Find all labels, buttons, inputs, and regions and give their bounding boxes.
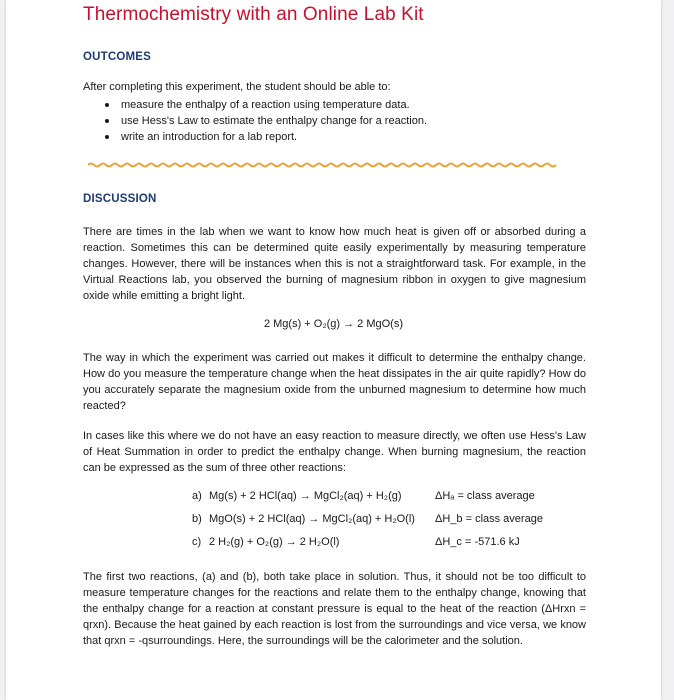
paragraph-3: In cases like this where we do not have an easy reaction to measure directly, we often use Hess's Law of Heat Summation in order to predict the enthalpy change. When burning magnesium, the reaction can be expressed as the sum of three other reactions: — [83, 430, 586, 474]
list-item: measure the enthalpy of a reaction using temperature data. — [103, 97, 427, 113]
reaction-equation: 2 H₂(g) + O₂(g) → 2 H₂O(l) — [209, 536, 340, 548]
reaction-row-a — [192, 490, 552, 513]
list-item: write an introduction for a lab report. — [103, 129, 427, 145]
reaction-enthalpy: ΔH_b = class average — [435, 513, 543, 525]
reaction-row-c — [192, 536, 552, 559]
reaction-enthalpy: ΔH_c = -571.6 kJ — [435, 536, 520, 548]
wavy-divider — [88, 160, 558, 170]
reaction-label: c) — [192, 536, 202, 548]
page-title: Thermochemistry with an Online Lab Kit — [83, 4, 424, 25]
reaction-label: b) — [192, 513, 202, 525]
reaction-label: a) — [192, 490, 202, 502]
paragraph-4: The first two reactions, (a) and (b), both take place in solution. Thus, it should not be too difficult to measure temperature changes for the reactions and relate them to the enthalpy change, knowing that the enthalpy change for a reaction at constant pressure is equal to the heat of the reaction (ΔHrxn = qrxn). Because the heat gained by each reaction is lost from the surroundings and vice versa, we know that qrxn = -qsurroundings. Here, the surroundings will be the calorimeter and the solution. — [83, 571, 586, 647]
reaction-equation: Mg(s) + 2 HCl(aq) → MgCl₂(aq) + H₂(g) — [209, 490, 402, 502]
outcomes-heading: OUTCOMES — [83, 51, 152, 63]
paragraph-1: There are times in the lab when we want to know how much heat is given off or absorbed during a reaction. Sometimes this can be determined quite easily experimentally by measuring temperature changes. However, there will be instances when this is not a straightforward task. For example, in the Virtual Reactions lab, you observed the burning of magnesium ribbon in oxygen to give magnesium oxide while emitting a bright light. — [83, 226, 586, 302]
reaction-list — [192, 490, 552, 559]
outcomes-list — [103, 97, 427, 145]
reaction-equation: MgO(s) + 2 HCl(aq) → MgCl₂(aq) + H₂O(l) — [209, 513, 415, 525]
discussion-heading: DISCUSSION — [83, 193, 157, 205]
reaction-enthalpy: ΔHₐ = class average — [435, 490, 535, 502]
outcomes-intro: After completing this experiment, the student should be able to: — [83, 81, 391, 93]
main-equation: 2 Mg(s) + O₂(g) → 2 MgO(s) — [263, 318, 404, 330]
reaction-row-b — [192, 513, 552, 536]
document-page — [6, 0, 661, 700]
paragraph-2: The way in which the experiment was carried out makes it difficult to determine the enthalpy change. How do you measure the temperature change when the heat dissipates in the air quite rapidly? How do you accurately separate the magnesium oxide from the unburned magnesium to determine how much reacted? — [83, 352, 586, 412]
list-item: use Hess's Law to estimate the enthalpy change for a reaction. — [103, 113, 427, 129]
